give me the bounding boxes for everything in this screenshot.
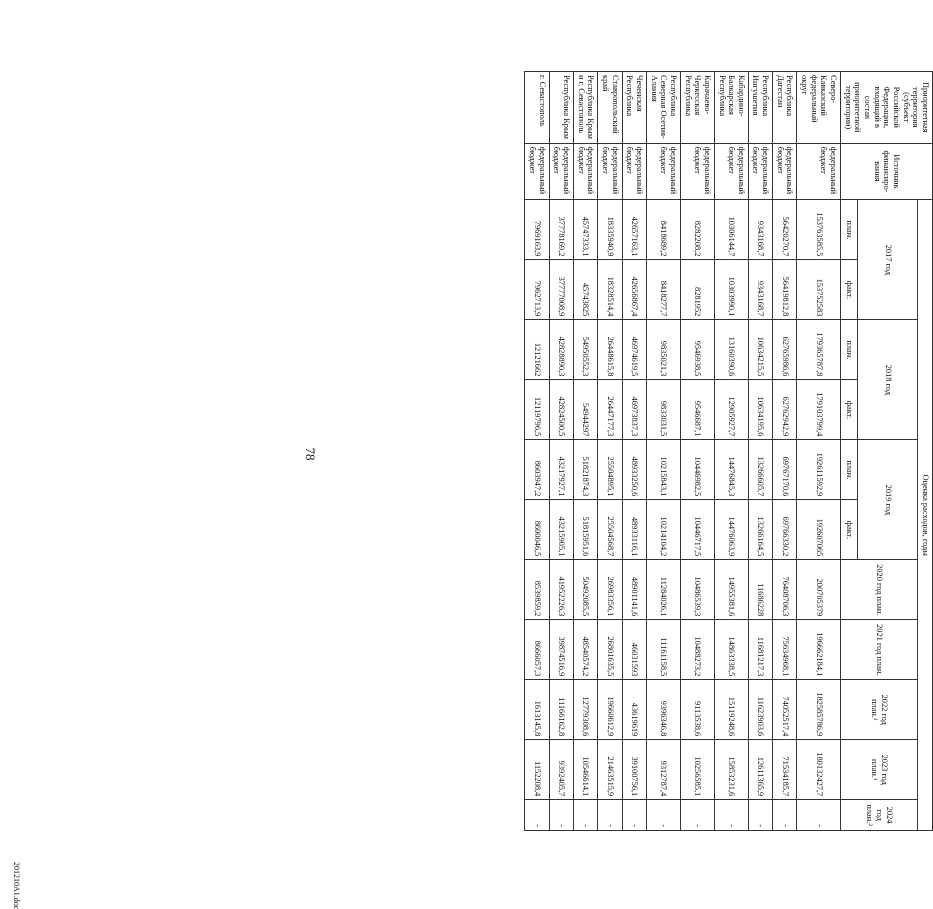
header-territory: Приоритетная территория (субъект Российской Федерации, входящий в состав приоритетной территории)	[841, 72, 933, 144]
source-cell: федеральный бюджет	[797, 143, 841, 200]
value-cell: 54950552,3	[574, 320, 598, 380]
value-cell: 76408706,3	[773, 560, 797, 620]
value-cell: 10256585,1	[680, 740, 714, 800]
value-cell: 25504895,1	[598, 440, 622, 500]
territory-cell: Северо-Кавказский федеральный округ	[797, 72, 841, 144]
value-cell: -	[622, 800, 646, 831]
header-2023: 2023 год план.¹	[841, 740, 918, 800]
value-cell: 37778169,2	[549, 200, 573, 260]
value-cell: 39100756,1	[622, 740, 646, 800]
value-cell: 45747333,1	[574, 200, 598, 260]
value-cell: 71534185,7	[773, 740, 797, 800]
value-cell: 14955381,6	[714, 560, 748, 620]
value-cell: 48933116,1	[622, 500, 646, 560]
value-cell: -	[797, 800, 841, 831]
value-cell: 9546938,5	[680, 320, 714, 380]
value-cell: 8281952	[680, 260, 714, 320]
value-cell: 9312787,4	[646, 740, 680, 800]
value-cell: 11161158,5	[646, 620, 680, 680]
territory-cell: Карачаево-Черкесская Республика	[680, 72, 714, 144]
value-cell: 26983356,1	[598, 560, 622, 620]
value-cell: 8666057,3	[525, 620, 549, 680]
value-cell: -	[598, 800, 622, 831]
value-cell: 48933250,6	[622, 440, 646, 500]
territory-cell: Республика Ингушетия	[748, 72, 772, 144]
table-row	[574, 72, 598, 831]
table-row	[525, 72, 549, 831]
value-cell: 54944297	[574, 380, 598, 440]
source-cell: федеральный бюджет	[574, 143, 598, 200]
value-cell: 18335940,9	[598, 200, 622, 260]
value-cell: 51821874,3	[574, 440, 598, 500]
value-cell: 10634215,5	[748, 320, 772, 380]
source-cell: федеральный бюджет	[622, 143, 646, 200]
value-cell: 8418277,7	[646, 260, 680, 320]
value-cell: 14863338,5	[714, 620, 748, 680]
value-cell: 9343168,7	[748, 260, 772, 320]
value-cell: 41952226,3	[549, 560, 573, 620]
value-cell: 62762942,9	[773, 380, 797, 440]
value-cell: 9343168,7	[748, 200, 772, 260]
value-cell: 37777008,9	[549, 260, 573, 320]
territory-cell: Республика Дагестан	[773, 72, 797, 144]
value-cell: 7969163,9	[525, 200, 549, 260]
value-cell: 46974619,5	[622, 320, 646, 380]
value-cell: 182585786,9	[797, 680, 841, 740]
value-cell: 192611592,9	[797, 440, 841, 500]
header-2024: 2024 год план.²	[841, 800, 918, 831]
value-cell: 153752583	[797, 260, 841, 320]
value-cell: 13266605,7	[748, 440, 772, 500]
value-cell: 15119248,6	[714, 680, 748, 740]
value-cell: 25504568,7	[598, 500, 622, 560]
value-cell: 12119796,5	[525, 380, 549, 440]
header-2020: 2020 год план.	[841, 560, 918, 620]
value-cell: -	[574, 800, 598, 831]
source-cell: федеральный бюджет	[680, 143, 714, 200]
table-row	[748, 72, 772, 831]
value-cell: 10486539,3	[680, 560, 714, 620]
table-row	[646, 72, 680, 831]
source-cell: федеральный бюджет	[525, 143, 549, 200]
budget-table	[524, 71, 933, 831]
value-cell: 179365787,8	[797, 320, 841, 380]
value-cell: 75634968,1	[773, 620, 797, 680]
value-cell: 56420270,7	[773, 200, 797, 260]
value-cell: 200705379	[797, 560, 841, 620]
value-cell: 180132427,7	[797, 740, 841, 800]
value-cell: 56419812,8	[773, 260, 797, 320]
value-cell: 10214104,2	[646, 500, 680, 560]
territory-cell: Чеченская Республика	[622, 72, 646, 144]
value-cell: -	[549, 800, 573, 831]
value-cell: 11284026,1	[646, 560, 680, 620]
value-cell: 8282208,2	[680, 200, 714, 260]
territory-cell: Ставропольский край	[598, 72, 622, 144]
value-cell: 45743825	[574, 260, 598, 320]
value-cell: 48901141,6	[622, 560, 646, 620]
value-cell: 18328514,4	[598, 260, 622, 320]
value-cell: 48540574,2	[574, 620, 598, 680]
territory-cell: г. Севастополь	[525, 72, 549, 144]
table-row	[773, 72, 797, 831]
value-cell: 21463515,9	[598, 740, 622, 800]
header-2021: 2021 год план.	[841, 620, 918, 680]
table-row	[622, 72, 646, 831]
value-cell: 12611365,9	[748, 740, 772, 800]
header-2019: 2019 год	[858, 440, 918, 560]
value-cell: 39874516,9	[549, 620, 573, 680]
footer-code: 201210A1.doc	[12, 862, 21, 909]
value-cell: 42657163,1	[622, 200, 646, 260]
value-cell: -	[773, 800, 797, 831]
value-cell: 26447177,3	[598, 380, 622, 440]
header-2018-fact: факт.	[841, 380, 858, 440]
value-cell: 26448615,8	[598, 320, 622, 380]
value-cell: 42824500,5	[549, 380, 573, 440]
source-cell: федеральный бюджет	[773, 143, 797, 200]
value-cell: 8539859,2	[525, 560, 549, 620]
value-cell: 69767170,6	[773, 440, 797, 500]
value-cell: 42828890,3	[549, 320, 573, 380]
budget-table-container	[467, 71, 933, 831]
source-cell: федеральный бюджет	[598, 143, 622, 200]
value-cell: 1613145,8	[525, 680, 549, 740]
header-estimate: Оценка расходов, годы	[918, 200, 933, 831]
value-cell: 11681217,3	[748, 620, 772, 680]
value-cell: 153763585,5	[797, 200, 841, 260]
table-body	[525, 72, 841, 831]
header-2019-plan: план.	[841, 440, 858, 500]
value-cell: 192607065	[797, 500, 841, 560]
header-2018-plan: план.	[841, 320, 858, 380]
territory-cell: Кабардино-Балкарская Республика	[714, 72, 748, 144]
value-cell: 10306144,7	[714, 200, 748, 260]
value-cell: 8600046,5	[525, 500, 549, 560]
header-2017-plan: план.	[841, 200, 858, 260]
value-cell: -	[748, 800, 772, 831]
value-cell: 14476063,9	[714, 500, 748, 560]
value-cell: 43619619	[622, 680, 646, 740]
header-2017: 2017 год	[858, 200, 918, 320]
value-cell: 10303990,1	[714, 260, 748, 320]
source-cell: федеральный бюджет	[748, 143, 772, 200]
value-cell: 26801635,5	[598, 620, 622, 680]
value-cell: 7962713,9	[525, 260, 549, 320]
header-2022: 2022 год план.¹	[841, 680, 918, 740]
value-cell: -	[714, 800, 748, 831]
value-cell: 9392405,7	[549, 740, 573, 800]
value-cell: 10215843,1	[646, 440, 680, 500]
value-cell: 62765986,6	[773, 320, 797, 380]
header-source: Источник финансиро-вания	[841, 143, 933, 200]
table-row	[797, 72, 841, 831]
value-cell: 9835021,3	[646, 320, 680, 380]
territory-cell: Республика Крым	[549, 72, 573, 144]
value-cell: -	[646, 800, 680, 831]
header-2018: 2018 год	[858, 320, 918, 440]
value-cell: 11623903,6	[748, 680, 772, 740]
table-row	[549, 72, 573, 831]
value-cell: 50492085,5	[574, 560, 598, 620]
value-cell: 11686228	[748, 560, 772, 620]
value-cell: 46973837,3	[622, 380, 646, 440]
value-cell: 8603947,2	[525, 440, 549, 500]
value-cell: 8418689,2	[646, 200, 680, 260]
value-cell: 43215905,1	[549, 500, 573, 560]
value-cell: -	[525, 800, 549, 831]
value-cell: 46031593	[622, 620, 646, 680]
value-cell: 19660612,9	[598, 680, 622, 740]
value-cell: 13266164,5	[748, 500, 772, 560]
table-row	[598, 72, 622, 831]
value-cell: 10634195,6	[748, 380, 772, 440]
territory-cell: Республика Крым и г. Севастополь	[574, 72, 598, 144]
value-cell: 9396346,8	[646, 680, 680, 740]
table-row	[714, 72, 748, 831]
value-cell: 12779308,6	[574, 680, 598, 740]
value-cell: 14476845,3	[714, 440, 748, 500]
value-cell: 10546614,1	[574, 740, 598, 800]
value-cell: 51815951,6	[574, 500, 598, 560]
value-cell: 1152208,4	[525, 740, 549, 800]
value-cell: 12121662	[525, 320, 549, 380]
value-cell: 179103799,4	[797, 380, 841, 440]
value-cell: 42656867,4	[622, 260, 646, 320]
value-cell: 11166162,8	[549, 680, 573, 740]
header-2017-fact: факт.	[841, 260, 858, 320]
source-cell: федеральный бюджет	[549, 143, 573, 200]
source-cell: федеральный бюджет	[714, 143, 748, 200]
value-cell: 69766330,2	[773, 500, 797, 560]
value-cell: 15853231,6	[714, 740, 748, 800]
value-cell: 9113538,6	[680, 680, 714, 740]
value-cell: 9833031,5	[646, 380, 680, 440]
value-cell: 13160390,6	[714, 320, 748, 380]
source-cell: федеральный бюджет	[646, 143, 680, 200]
table-row	[680, 72, 714, 831]
value-cell: 10446717,5	[680, 500, 714, 560]
value-cell: 10446982,5	[680, 440, 714, 500]
value-cell: 10488273,2	[680, 620, 714, 680]
value-cell: 43217927,1	[549, 440, 573, 500]
value-cell: 74052517,4	[773, 680, 797, 740]
value-cell: 12905927,7	[714, 380, 748, 440]
value-cell: 196662184,1	[797, 620, 841, 680]
value-cell: 9546687,1	[680, 380, 714, 440]
territory-cell: Республика Северная Осетия-Алания	[646, 72, 680, 144]
value-cell: -	[680, 800, 714, 831]
page-number: 78	[303, 447, 318, 461]
header-2019-fact: факт.	[841, 500, 858, 560]
